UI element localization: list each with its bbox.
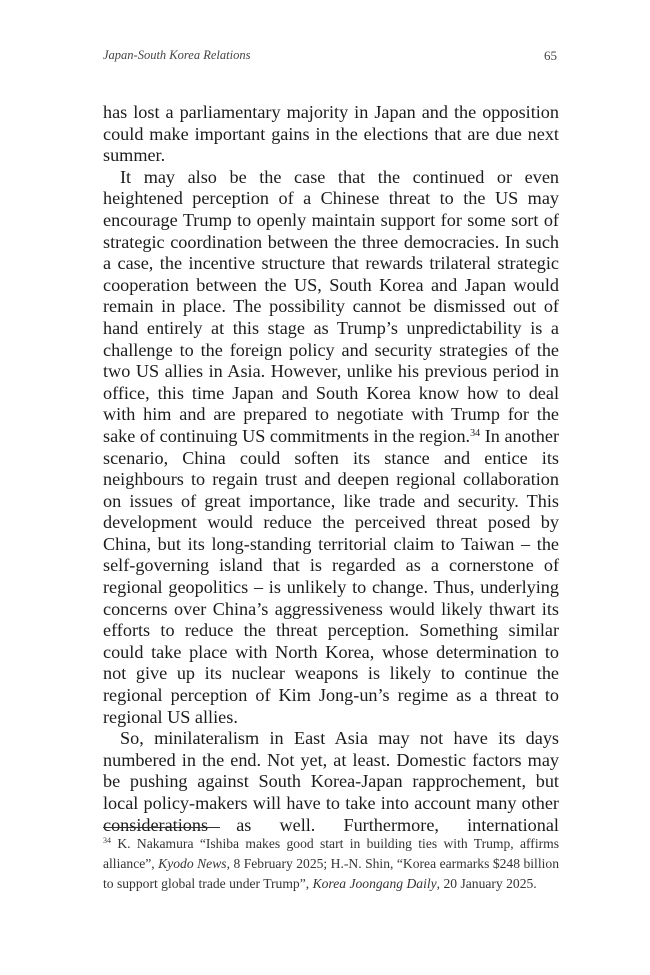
paragraph-1: has lost a parliamentary majority in Japan and the opposition could make important gains in the elections that are due next summer. (103, 102, 559, 166)
paragraph-2-part-1: It may also be the case that the continued or even heightened perception of a Chinese threat to the US may encourage Trump to openly maintain support for some sort of strategic coordination between the three democracies. In such a case, the incentive structure that rewards trilateral strategic cooperation between the US, South Korea and Japan would remain in place. The possibility cannot be dismissed out of hand entirely at this stage as Trump’s unpredictability is a challenge to the foreign policy and security strategies of the two US allies in Asia. However, unlike his previous period in office, this time Japan and South Korea know how to deal with him and are prepared to negotiate with Trump for the sake of continuing US commitments in the region. (103, 166, 559, 446)
page-number: 65 (544, 48, 557, 63)
paragraph-2-part-2: In another scenario, China could soften its stance and entice its neighbours to regain trust and deepen regional collaboration on issues of great importance, like trade and security. This development would reduce the perceived threat posed by China, but its long-standing territorial claim to Taiwan – the self-governing island that is regarded as a cornerstone of regional geopolitics – is unlikely to change. Thus, underlying concerns over China’s aggressiveness would likely thwart its efforts to reduce the threat perception. Something similar could take place with North Korea, whose determination to not give up its nuclear weapons is likely to continue the regional perception of Kim Jong-un’s regime as a threat to regional US allies. (103, 425, 559, 727)
paragraph-3: So, minilateralism in East Asia may not have its days numbered in the end. Not yet, at least. Domestic factors may be pushing against South Korea-Japan rapprochement, but local policy-makers will have to take into account many other considerations as well. Furthermore, international (103, 728, 559, 835)
footnote-text-1: K. Nakamura “Ishiba makes good start in building ties with Trump, affirms alliance”, (103, 836, 559, 871)
footnote-separator (103, 827, 220, 828)
footnote-text-2: , 8 February 2025; H.-N. Shin, “Korea earmarks $248 billion to support global trade under Trump”, (103, 856, 559, 891)
paragraph-2 (103, 167, 559, 728)
footnote-source-2: Korea Joongang Daily (312, 876, 437, 891)
main-text (103, 102, 559, 836)
running-title: Japan-South Korea Relations (103, 48, 251, 62)
footnote-reference: 34 (470, 427, 481, 439)
footnote-source-1: Kyodo News (158, 856, 227, 871)
running-header (103, 48, 557, 66)
footnote-number: 34 (103, 836, 111, 845)
footnote-34 (103, 834, 559, 894)
footnote-text-3: , 20 January 2025. (436, 876, 537, 891)
footnotes (103, 834, 559, 894)
